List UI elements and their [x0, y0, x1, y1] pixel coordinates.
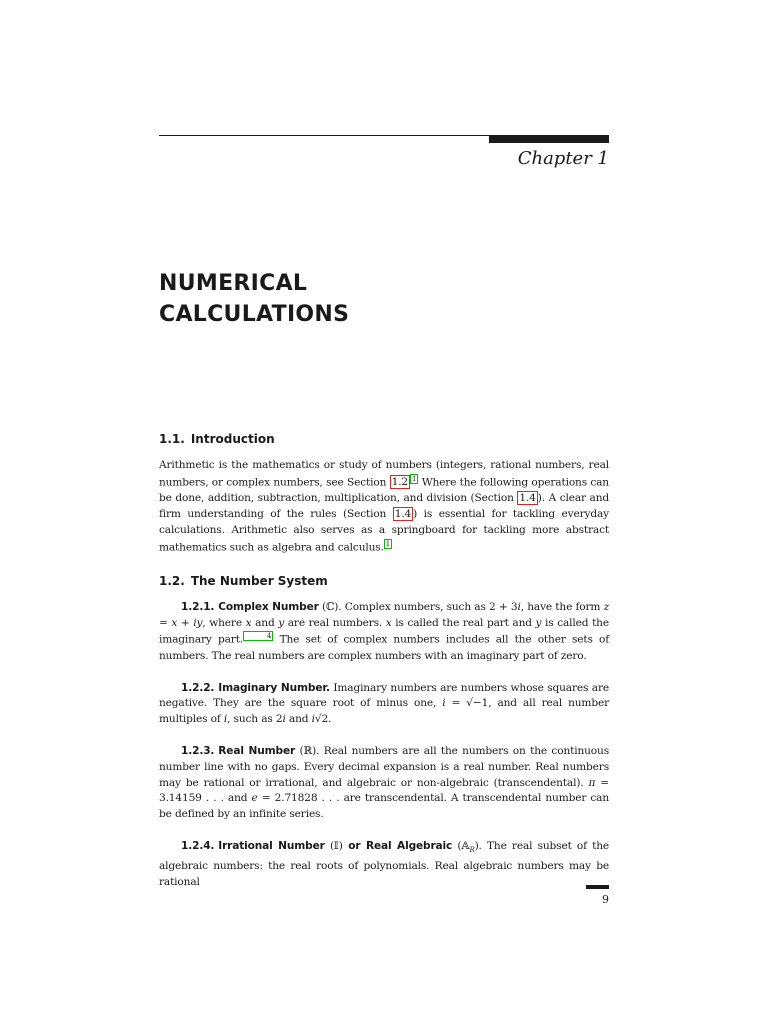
section-ref-link[interactable]: 1.4 — [394, 507, 412, 520]
math-var: x — [171, 616, 178, 629]
subsection-number: 1.2.2. — [181, 681, 215, 694]
chapter-title-line2: CALCULATIONS — [159, 302, 350, 327]
set-symbol: (ℝ). — [299, 744, 320, 757]
text-run: Imaginary numbers are numbers whose squares are negative. They are the square root of minus one, — [159, 681, 609, 710]
text-run: Real numbers are all the numbers on the continuous number line with no gaps. Every decimal expansion is a real number. Real numbers may be rational or irrational, and algebraic or non-algebraic (transcendental). — [159, 744, 609, 789]
text-run: ) is essential for tackling everyday calculations. Arithmetic also serves as a springboard for tackling more abstract mathematics such as algebra and calculus. — [159, 507, 609, 554]
page-content — [159, 432, 609, 890]
section-heading-introduction — [159, 432, 609, 446]
subsection-number: 1.2.4. — [181, 839, 215, 852]
math-var: i — [223, 713, 228, 726]
footnote-link[interactable]: 1 — [412, 474, 417, 483]
math-var: i — [282, 713, 286, 726]
math-var: i — [311, 713, 315, 726]
text-run: √2. — [314, 713, 332, 726]
text-run: are real numbers. — [284, 616, 386, 629]
introduction-paragraph — [159, 458, 609, 556]
text-run: The set of complex numbers includes all the other sets of numbers. The real numbers are complex numbers with an imaginary part of zero. — [159, 633, 609, 662]
text-run: + — [177, 616, 194, 629]
text-run: = 2.71828 . . . are transcendental. A transcendental number can be defined by an infinite series. — [159, 792, 610, 821]
subsection-title: Complex Number — [218, 600, 319, 613]
subsection-title: Real Algebraic — [366, 839, 453, 852]
subsection-heading — [181, 682, 330, 694]
footnote-link[interactable]: 1 — [385, 539, 391, 548]
page-number-rule — [586, 885, 609, 889]
text-run: = √−1, and all real number multiples of — [159, 697, 609, 726]
subsection-or: or — [342, 839, 366, 852]
footnote-link[interactable]: 4 — [243, 631, 273, 641]
text-run: Arithmetic is the mathematics or study of numbers (integers, rational numbers, real numbers, or complex numbers, see Section — [159, 459, 609, 489]
section-ref-link[interactable]: 1.2 — [391, 476, 409, 489]
subsection-heading — [181, 601, 319, 613]
subsection-number: 1.2.3. — [181, 744, 215, 757]
chapter-title-line1: NUMERICAL — [159, 271, 308, 296]
text-run: , where — [202, 616, 246, 629]
set-symbol: ). — [474, 839, 482, 852]
set-symbol: (ℂ). — [322, 600, 342, 613]
math-var: x — [245, 616, 252, 629]
subsection-heading — [181, 840, 325, 852]
text-run: Where the following operations can be done, addition, subtraction, multiplication, and division (Section — [159, 476, 609, 505]
text-run: and — [285, 713, 312, 726]
subsection-imaginary-number — [159, 681, 609, 728]
math-var: iy — [193, 616, 203, 629]
subsection-real-number — [159, 744, 609, 823]
subsection-title: Imaginary Number. — [218, 681, 330, 694]
math-var: y — [278, 616, 285, 629]
text-run: ). A clear and firm understanding of the rules (Section — [159, 492, 610, 520]
set-symbol: (𝕀) — [329, 839, 343, 852]
section-title: The Number System — [190, 573, 328, 588]
text-run: is called the imaginary part. — [159, 616, 609, 646]
text-run: The real subset of the algebraic numbers: the real roots of polynomials. Real algebraic numbers may be rational — [159, 839, 609, 888]
subsection-title: Irrational Number — [218, 839, 325, 852]
chapter-top-rule-thick — [489, 135, 609, 143]
math-var: π — [588, 776, 596, 789]
text-run: , have the form — [520, 600, 604, 613]
chapter-label: Chapter 1 — [517, 148, 609, 169]
math-var: i — [517, 600, 521, 613]
subsection-title: Real Number — [218, 744, 296, 757]
math-var: y — [535, 616, 542, 629]
subsection-complex-number — [159, 600, 609, 665]
chapter-title — [159, 268, 609, 330]
text-run: and — [251, 616, 279, 629]
text-run: is called the real part and — [391, 616, 536, 629]
set-symbol-subscript: R — [469, 846, 475, 855]
section-heading-number-system — [159, 574, 609, 588]
page-number: 9 — [602, 893, 609, 906]
section-number: 1.1. — [159, 432, 185, 446]
section-ref-link[interactable]: 1.4 — [519, 492, 536, 505]
text-run: = — [159, 616, 172, 629]
text-run: Complex numbers, such as 2 + 3 — [341, 600, 518, 613]
math-var: e — [251, 792, 258, 805]
set-symbol: (𝔸 — [457, 839, 470, 852]
math-var: x — [385, 616, 392, 629]
math-var: i — [442, 697, 446, 710]
text-run: , such as 2 — [227, 713, 283, 726]
section-number: 1.2. — [159, 573, 185, 588]
subsection-number: 1.2.1. — [181, 600, 215, 613]
text-run: = 3.14159 . . . and — [159, 776, 609, 805]
subsection-irrational-number — [159, 839, 609, 891]
math-var: z — [603, 600, 609, 613]
section-title: Introduction — [190, 432, 275, 446]
subsection-heading — [181, 745, 295, 757]
